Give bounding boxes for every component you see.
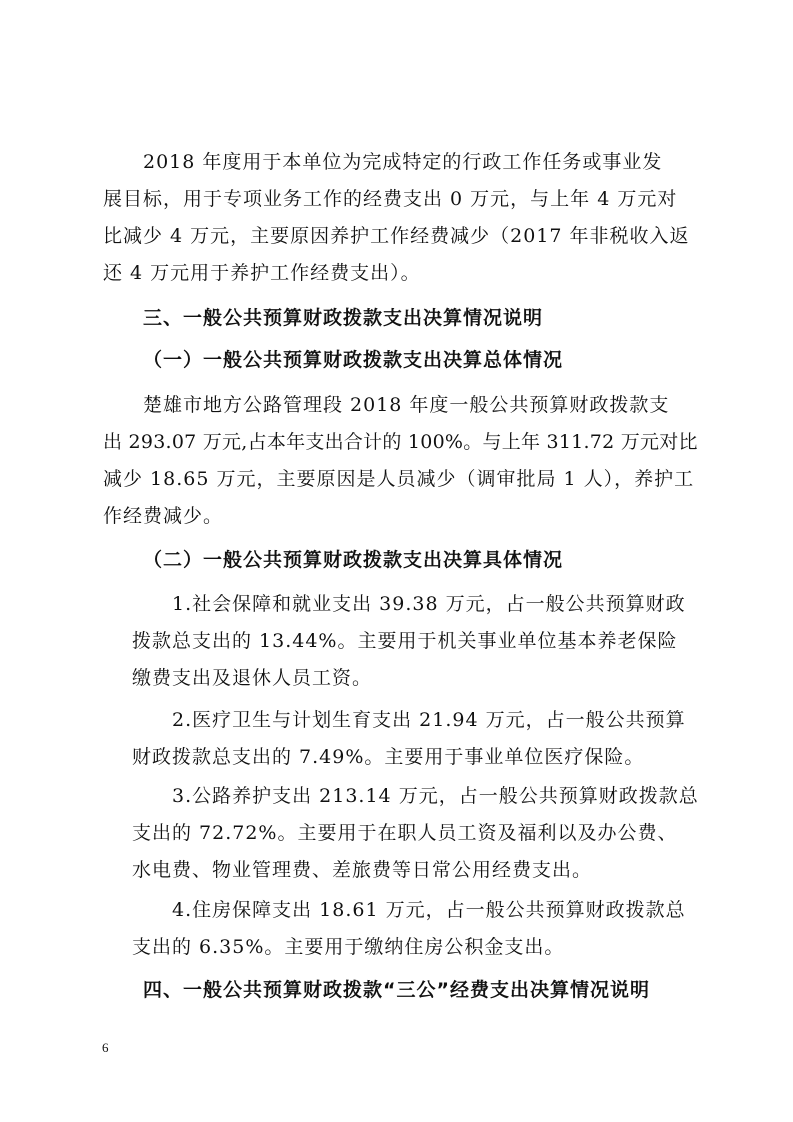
list-item-line: 财政拨款总支出的 7.49%。主要用于事业单位医疗保险。 bbox=[132, 746, 645, 768]
list-item-line: 3.公路养护支出 213.14 万元，占一般公共预算财政拨款总 bbox=[172, 785, 699, 807]
list-item-line: 2.医疗卫生与计划生育支出 21.94 万元，占一般公共预算 bbox=[172, 709, 686, 731]
paragraph-line: 作经费减少。 bbox=[103, 505, 224, 527]
subsection-heading: （二）一般公共预算财政拨款支出决算具体情况 bbox=[143, 549, 564, 571]
list-item-line: 1.社会保障和就业支出 39.38 万元，占一般公共预算财政 bbox=[172, 593, 686, 615]
paragraph-line: 比减少 4 万元，主要原因养护工作经费减少（2017 年非税收入返 bbox=[103, 225, 690, 247]
paragraph-line: 展目标，用于专项业务工作的经费支出 0 万元，与上年 4 万元对 bbox=[103, 188, 678, 210]
list-item-line: 4.住房保障支出 18.61 万元，占一般公共预算财政拨款总 bbox=[172, 899, 686, 921]
paragraph-line: 还 4 万元用于养护工作经费支出）。 bbox=[103, 262, 421, 284]
list-item-line: 拨款总支出的 13.44%。主要用于机关事业单位基本养老保险 bbox=[132, 630, 678, 652]
paragraph-line: 减少 18.65 万元，主要原因是人员减少（调审批局 1 人），养护工 bbox=[103, 468, 695, 490]
list-item-line: 缴费支出及退休人员工资。 bbox=[132, 667, 373, 689]
list-item-line: 水电费、物业管理费、差旅费等日常公用经费支出。 bbox=[132, 859, 593, 881]
subsection-heading: （一）一般公共预算财政拨款支出决算总体情况 bbox=[143, 349, 564, 371]
paragraph-line: 出 293.07 万元,占本年支出合计的 100%。与上年 311.72 万元对比 bbox=[103, 431, 698, 453]
paragraph-line: 楚雄市地方公路管理段 2018 年度一般公共预算财政拨款支 bbox=[143, 394, 670, 416]
section-heading: 四、一般公共预算财政拨款“三公”经费支出决算情况说明 bbox=[143, 979, 650, 1001]
page-number: 6 bbox=[102, 1040, 109, 1055]
section-heading: 三、一般公共预算财政拨款支出决算情况说明 bbox=[143, 307, 544, 329]
list-item-line: 支出的 6.35%。主要用于缴纳住房公积金支出。 bbox=[132, 936, 565, 958]
paragraph-line: 2018 年度用于本单位为完成特定的行政工作任务或事业发 bbox=[143, 151, 663, 173]
list-item-line: 支出的 72.72%。主要用于在职人员工资及福利以及办公费、 bbox=[132, 822, 678, 844]
